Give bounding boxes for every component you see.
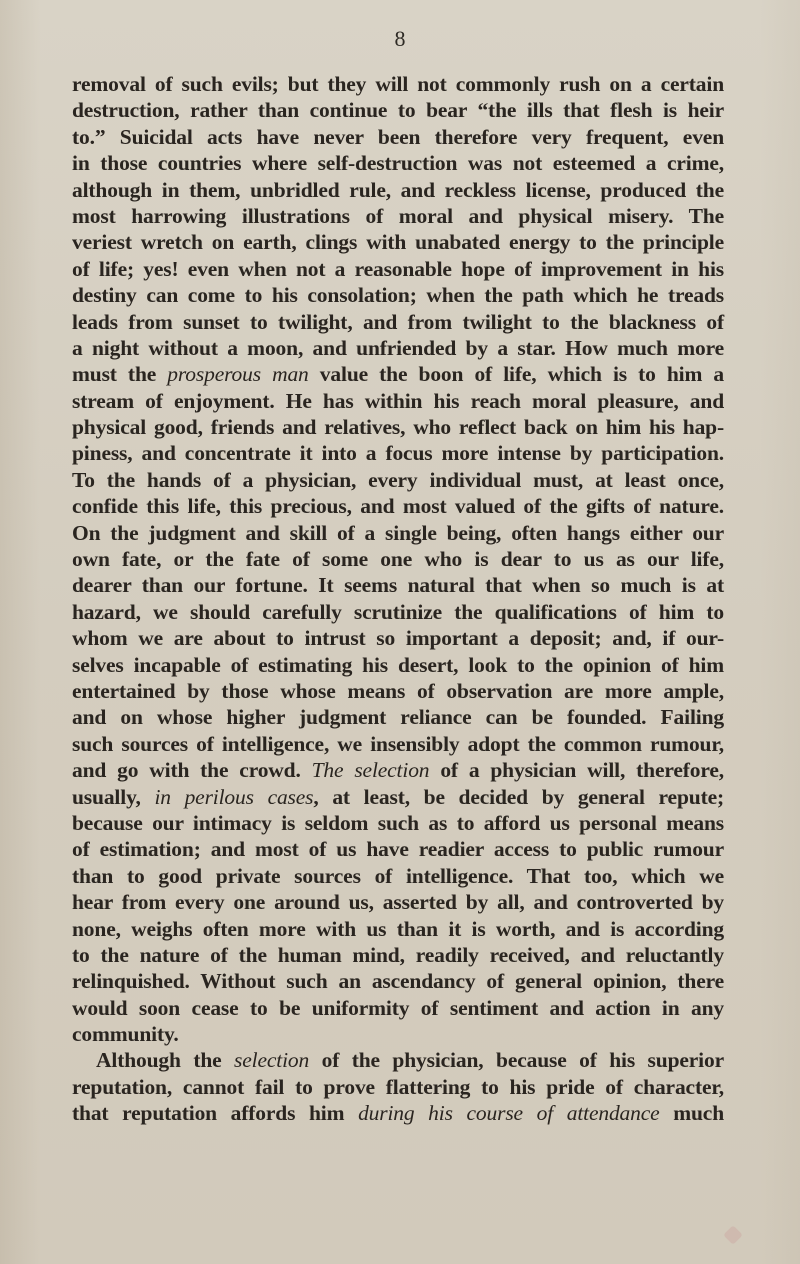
text-line xyxy=(72,784,724,810)
page-number: 8 xyxy=(394,26,406,51)
text-line xyxy=(72,361,724,387)
text-line xyxy=(72,520,724,546)
text-line xyxy=(72,916,724,942)
text-line xyxy=(72,493,724,519)
text-line xyxy=(72,625,724,651)
paper-stain xyxy=(723,1225,743,1245)
text-line xyxy=(72,652,724,678)
text-run: would soon cease to be uniformity of sentiment and action in any xyxy=(72,995,724,1020)
text-line xyxy=(72,968,724,994)
text-run: than to good private sources of intelligence. That too, which we xyxy=(72,863,724,888)
text-line xyxy=(72,388,724,414)
text-run: entertained by those whose means of observation are more ample, xyxy=(72,678,724,703)
text-run: confide this life, this precious, and most valued of the gifts of nature. xyxy=(72,494,724,519)
text-line xyxy=(72,256,724,282)
text-line xyxy=(72,836,724,862)
text-line xyxy=(72,810,724,836)
text-run: to the nature of the human mind, readily received, and reluctantly xyxy=(72,942,724,967)
text-run: none, weighs often more with us than it is worth, and is according xyxy=(72,916,724,941)
text-line xyxy=(72,1021,724,1047)
text-run: must the xyxy=(72,362,168,387)
text-line xyxy=(72,414,724,440)
text-line xyxy=(72,335,724,361)
text-line xyxy=(72,572,724,598)
text-run: of the physician, because of his superior xyxy=(309,1048,724,1073)
text-run: much xyxy=(659,1101,724,1126)
paragraph xyxy=(72,1047,724,1126)
text-run: veriest wretch on earth, clings with unabated energy to the principle xyxy=(72,230,724,255)
text-run: stream of enjoyment. He has within his reach moral pleasure, and xyxy=(72,388,724,413)
text-run: to.” Suicidal acts have never been therefore very frequent, even xyxy=(72,124,724,149)
text-line xyxy=(72,704,724,730)
text-run: To the hands of a physician, every individual must, at least once, xyxy=(72,467,724,492)
text-run: leads from sunset to twilight, and from twilight to the blackness of xyxy=(72,309,724,334)
text-run: whom we are about to intrust so important a deposit; and, if our- xyxy=(72,626,724,651)
text-line xyxy=(72,203,724,229)
text-run: of estimation; and most of us have readier access to public rumour xyxy=(72,837,724,862)
text-run: destiny can come to his consolation; when the path which he treads xyxy=(72,283,724,308)
text-run: destruction, rather than continue to bear “the ills that flesh is heir xyxy=(72,98,724,123)
text-run: of life; yes! even when not a reasonable hope of improvement in his xyxy=(72,256,724,281)
text-line xyxy=(72,177,724,203)
text-run: own fate, or the fate of some one who is dear to us as our life, xyxy=(72,547,724,572)
text-run: physical good, friends and relatives, who reflect back on him his hap- xyxy=(72,415,724,440)
text-run: a night without a moon, and unfriended by a star. How much more xyxy=(72,335,724,360)
text-run: reputation, cannot fail to prove flattering to his pride of character, xyxy=(72,1074,724,1099)
text-run: and go with the crowd. xyxy=(72,758,312,783)
text-run: of a physician will, therefore, xyxy=(429,758,724,783)
text-line xyxy=(72,71,724,97)
text-run: hazard, we should carefully scrutinize the qualifications of him to xyxy=(72,599,724,624)
text-run: in those countries where self-destruction was not esteemed a crime, xyxy=(72,151,724,176)
paragraph xyxy=(72,71,724,1047)
text-run: and on whose higher judgment reliance can be founded. Failing xyxy=(72,705,724,730)
text-run: , at least, be decided by general repute; xyxy=(313,784,724,809)
text-line xyxy=(72,440,724,466)
text-line xyxy=(72,1047,724,1073)
text-line xyxy=(72,309,724,335)
body-text xyxy=(72,71,724,1127)
text-run: dearer than our fortune. It seems natural that when so much is at xyxy=(72,573,724,598)
text-run: community. xyxy=(72,1022,179,1047)
italic-emphasis: The selection xyxy=(311,758,430,783)
text-run: most harrowing illustrations of moral and physical misery. The xyxy=(72,203,724,228)
text-line xyxy=(72,942,724,968)
text-run: because our intimacy is seldom such as to afford us personal means xyxy=(72,810,724,835)
text-run: relinquished. Without such an ascendancy of general opinion, there xyxy=(72,969,724,994)
text-line xyxy=(72,124,724,150)
italic-emphasis: during his course of attendance xyxy=(358,1101,660,1126)
text-line xyxy=(72,282,724,308)
text-line xyxy=(72,863,724,889)
text-line xyxy=(72,467,724,493)
text-run: piness, and concentrate it into a focus more intense by participation. xyxy=(72,441,724,466)
text-line xyxy=(72,1100,724,1126)
text-line xyxy=(72,229,724,255)
text-line xyxy=(72,889,724,915)
text-line xyxy=(72,599,724,625)
text-run: On the judgment and skill of a single being, often hangs either our xyxy=(72,520,724,545)
text-run: Although the xyxy=(96,1048,235,1073)
text-run: that reputation affords him xyxy=(72,1101,359,1126)
text-line xyxy=(72,731,724,757)
text-run: such sources of intelligence, we insensibly adopt the common rumour, xyxy=(72,731,724,756)
text-line xyxy=(72,757,724,783)
text-line xyxy=(72,678,724,704)
text-line xyxy=(72,546,724,572)
italic-emphasis: in perilous cases xyxy=(154,784,314,809)
text-run: usually, xyxy=(72,784,155,809)
italic-emphasis: selection xyxy=(234,1048,310,1073)
text-line xyxy=(72,1074,724,1100)
text-run: value the boon of life, which is to him a xyxy=(308,362,724,387)
text-line xyxy=(72,150,724,176)
text-line xyxy=(72,995,724,1021)
text-line xyxy=(72,97,724,123)
text-run: although in them, unbridled rule, and reckless license, produced the xyxy=(72,177,724,202)
text-run: selves incapable of estimating his desert, look to the opinion of him xyxy=(72,652,724,677)
italic-emphasis: prosperous man xyxy=(167,362,309,387)
text-run: hear from every one around us, asserted by all, and controverted by xyxy=(72,890,724,915)
text-run: removal of such evils; but they will not commonly rush on a certain xyxy=(72,72,724,96)
